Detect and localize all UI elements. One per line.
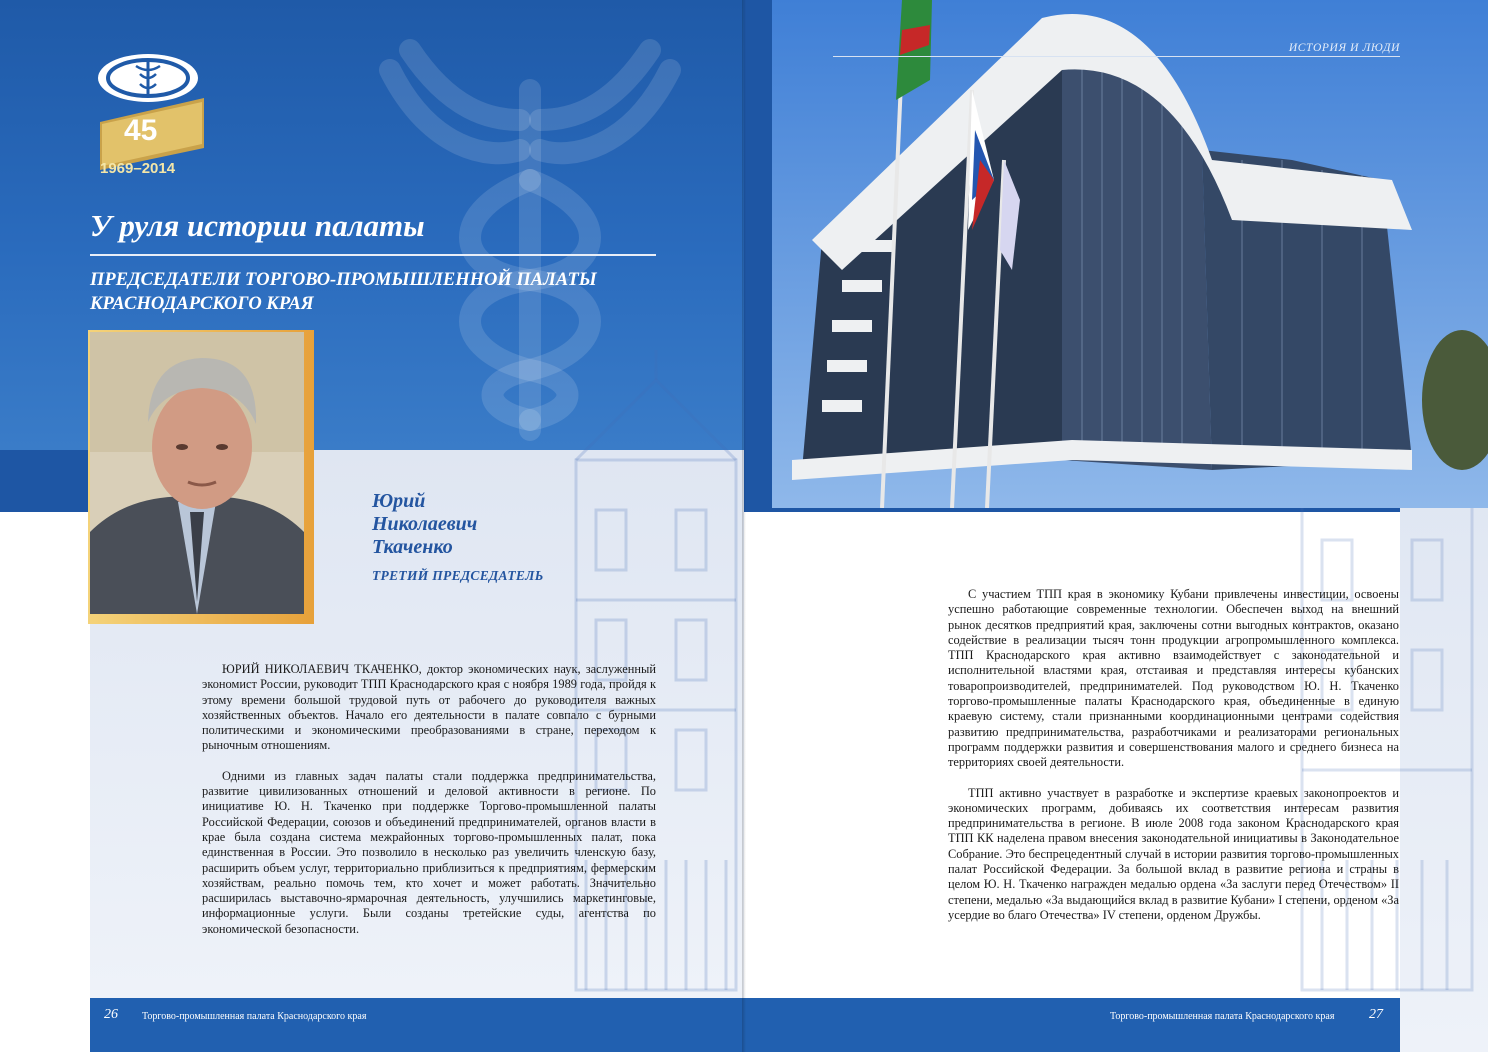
left-page-number: 26 — [104, 1007, 118, 1022]
section-label: ИСТОРИЯ И ЛЮДИ — [1288, 42, 1400, 54]
page-title: У руля истории палаты — [90, 208, 425, 243]
portrait-photo — [90, 332, 304, 614]
right-footer-text: Торгово-промышленная палата Краснодарского края — [1110, 1011, 1335, 1022]
left-paragraph-1: ЮРИЙ НИКОЛАЕВИЧ ТКАЧЕНКО, доктор экономических наук, заслуженный экономист России, руководит ТПП Краснодарского края с ноября 1989 года, пройдя к этому времени большой трудовой путь от рабочего до руководителя важных хозяйственных объектов. Начало его деятельности в палате совпало с бурными политическими и экономическими преобразованиями в стране, переходом к рыночным отношениям. — [202, 662, 656, 753]
left-paragraph-2: Одними из главных задач палаты стали поддержка предпринимательства, развитие цивилизованных отношений и деловой активности в регионе. По инициативе Ю. Н. Ткаченко при поддержке Торгово-промышленной палаты Российской Федерации, союзов и объединений предпринимателей, органов власти в крае была создана система межрайонных торгово-промышленных палат, пока единственная в России. Это позволило в несколько раз увеличить членскую базу, расширить объем услуг, территориально приблизиться к предприятиям, фермерским хозяйствам, реально помочь тем, кто хочет и может работать. Значительно расширилась выставочно-ярмарочная деятельность, улучшились маркетинговые, информационные услуги. Были созданы третейские суды, агентства по экономической безопасности. — [202, 768, 656, 936]
person-name — [372, 490, 477, 559]
right-page-footer — [744, 998, 1400, 1052]
person-surname: Ткаченко — [372, 536, 453, 558]
subtitle-line-2: КРАСНОДАРСКОГО КРАЯ — [90, 294, 314, 314]
title-divider — [90, 254, 656, 256]
left-page-body-text — [202, 662, 656, 952]
person-role: ТРЕТИЙ ПРЕДСЕДАТЕЛЬ — [372, 568, 544, 583]
book-spine-shadow — [742, 0, 746, 1052]
section-header-rule — [833, 56, 1400, 57]
right-paragraph-2: ТПП активно участвует в разработке и экспертизе краевых законопроектов и экономических программ, добиваясь их соответствия интересам развития предпринимательства в регионе. В июле 2008 года законом Краснодарского края ТПП КК наделена правом внесения законодательной инициативы в Законодательное Собрание. Это беспрецедентный случай в истории развития торгово-промышленных палат Российской Федерации. За большой вклад в развитие региона и страны в целом Ю. Н. Ткаченко награжден медалью ордена «За заслуги перед Отечеством» II степени, медалью «За выдающийся вклад в развитие Кубани» I степени, орденом «За усердие во благо Отечества» IV степени, орденом Дружбы. — [948, 785, 1399, 922]
page-subtitle — [90, 268, 690, 316]
right-page-number: 27 — [1369, 1007, 1383, 1022]
chamber-building-photo-icon — [772, 0, 1488, 508]
right-page-body-text — [948, 587, 1399, 938]
person-patronymic: Николаевич — [372, 513, 478, 535]
left-footer-text: Торгово-промышленная палата Краснодарского края — [142, 1011, 367, 1022]
building-photo — [772, 0, 1488, 508]
person-first-name: Юрий — [372, 490, 426, 512]
right-paragraph-1: С участием ТПП края в экономику Кубани привлечены инвестиции, освоены успешно работающие современные технологии. Обеспечен выход на внешний рынок десятков предприятий края, заключены сотни выгодных контрактов, оказано содействие в реализации тысяч тонн продукции агропромышленного комплекса. ТПП Краснодарского края активно взаимодействует с законодательной и исполнительной властями края, отстаивая и представляя интересы кубанских товаропроизводителей, предпринимателей. Под руководством Ю. Н. Ткаченко торгово-промышленные палаты Краснодарского края, объединенные в единую краевую систему, стали признанными координационными центрами содействия развитию предпринимательства, разработчиками и реализаторами региональных программ поддержки развития и совершенствования малого и среднего бизнеса на территориях своей деятельности. — [948, 587, 1399, 770]
logo-years: 1969–2014 — [100, 160, 176, 177]
portrait-man-icon — [90, 332, 304, 614]
logo-badge-number: 45 — [124, 114, 158, 147]
left-page-footer — [90, 998, 744, 1052]
subtitle-line-1: ПРЕДСЕДАТЕЛИ ТОРГОВО-ПРОМЫШЛЕННОЙ ПАЛАТЫ — [90, 270, 597, 290]
